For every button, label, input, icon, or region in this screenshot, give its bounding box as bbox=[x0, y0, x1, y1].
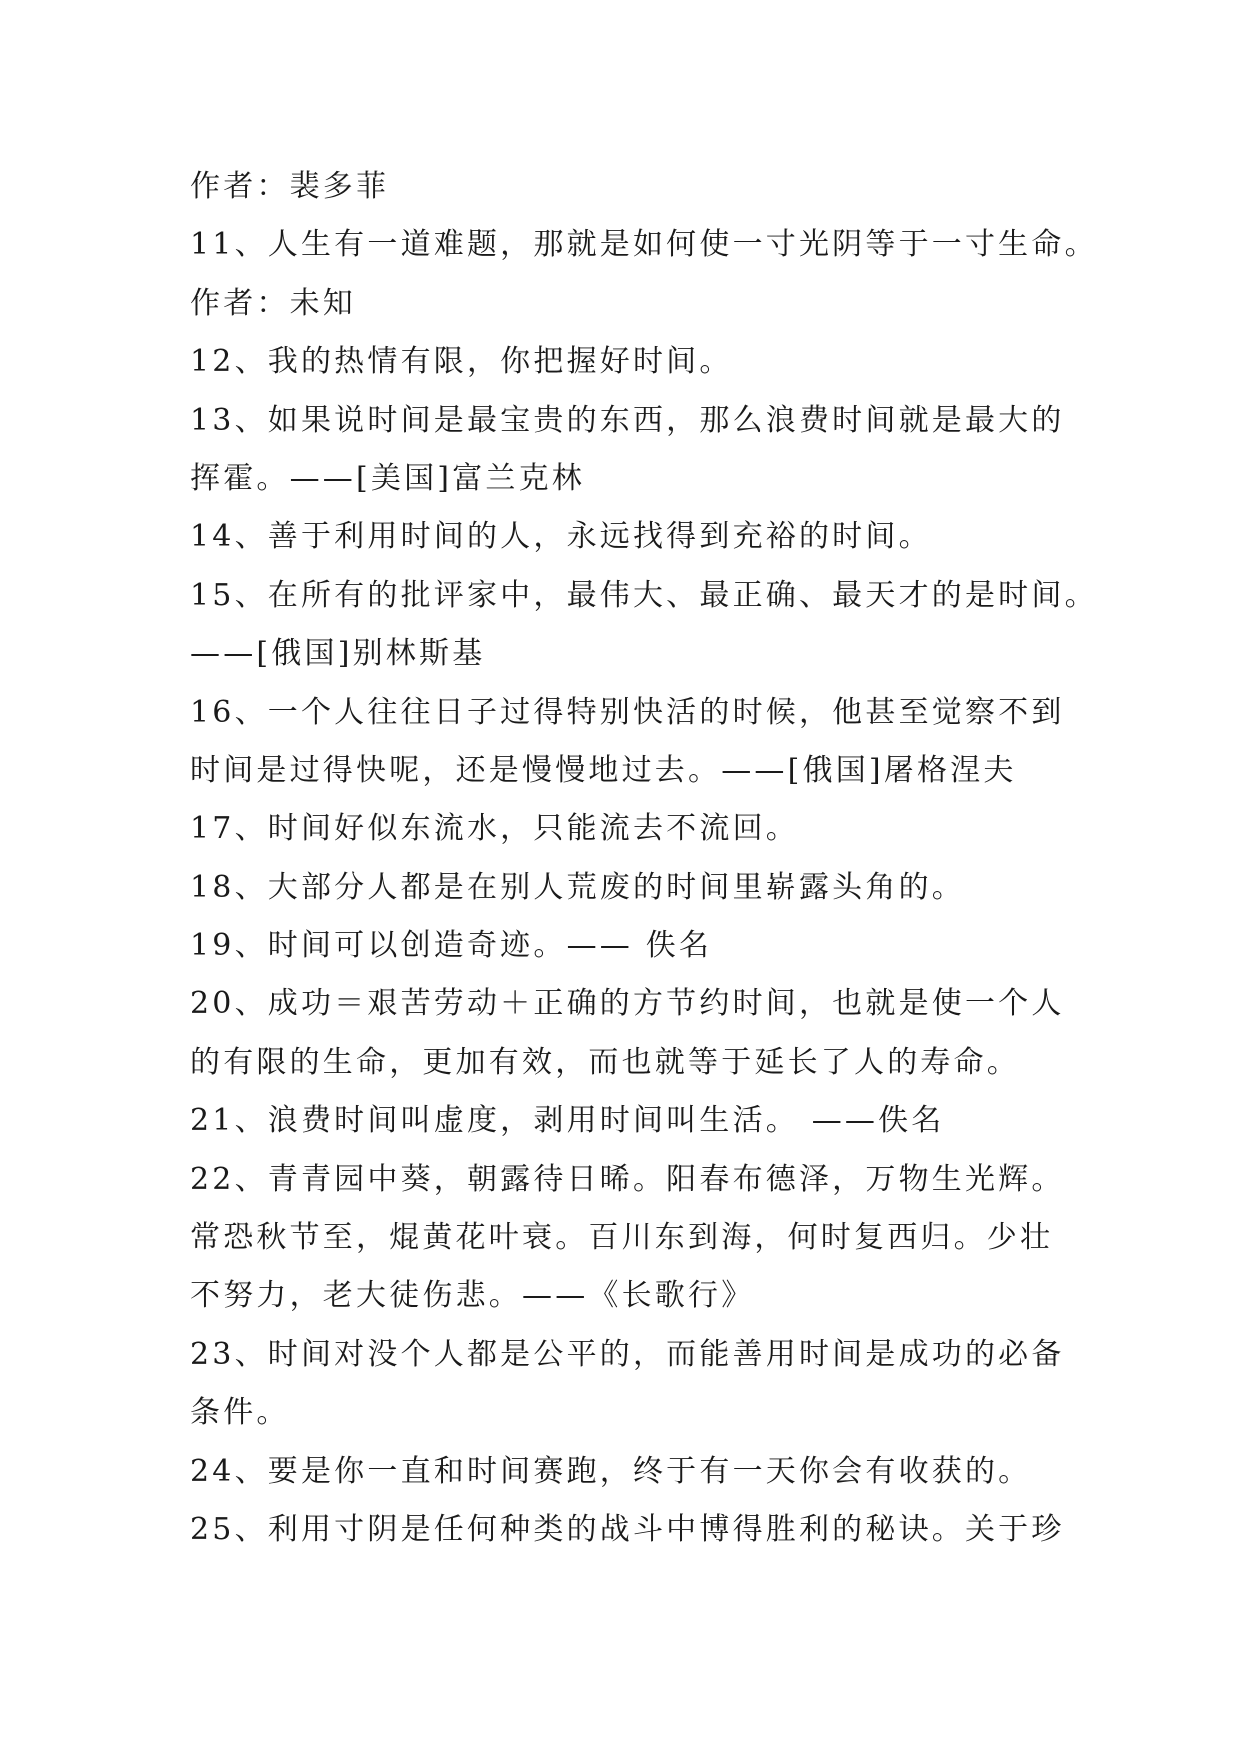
quote-line: 19、时间可以创造奇迹。—— 佚名 bbox=[190, 928, 713, 964]
quote-line: 16、一个人往往日子过得特别快活的时候，他甚至觉察不到 bbox=[190, 694, 1065, 730]
quote-line: 14、善于利用时间的人，永远找得到充裕的时间。 bbox=[190, 519, 932, 555]
quote-line: 20、成功＝艰苦劳动＋正确的方节约时间，也就是使一个人 bbox=[190, 986, 1065, 1022]
author-line: 作者：裴多菲 bbox=[190, 169, 390, 204]
quote-line: 24、要是你一直和时间赛跑，终于有一天你会有收获的。 bbox=[190, 1453, 1032, 1489]
quote-line: 23、时间对没个人都是公平的，而能善用时间是成功的必备 bbox=[190, 1336, 1065, 1372]
quote-text-block bbox=[190, 158, 1098, 1559]
quote-line: 21、浪费时间叫虚度，剥用时间叫生活。 ——佚名 bbox=[190, 1103, 945, 1139]
quote-line: 不努力，老大徒伤悲。——《长歌行》 bbox=[190, 1278, 755, 1314]
quote-line: 11、人生有一道难题，那就是如何使一寸光阴等于一寸生命。 bbox=[190, 227, 1098, 263]
quote-line: 25、利用寸阴是任何种类的战斗中博得胜利的秘诀。关于珍 bbox=[190, 1511, 1065, 1547]
quote-line: 常恐秋节至，焜黄花叶衰。百川东到海，何时复西归。少壮 bbox=[190, 1220, 1054, 1256]
quote-line: 条件。 bbox=[190, 1395, 290, 1431]
quote-line: 22、青青园中葵，朝露待日晞。阳春布德泽，万物生光辉。 bbox=[190, 1161, 1065, 1197]
quote-line: 挥霍。——[美国]富兰克林 bbox=[190, 460, 586, 496]
quote-line: 12、我的热情有限，你把握好时间。 bbox=[190, 344, 733, 380]
quote-line: 13、如果说时间是最宝贵的东西，那么浪费时间就是最大的 bbox=[190, 402, 1065, 438]
quote-line: 17、时间好似东流水，只能流去不流回。 bbox=[190, 811, 799, 847]
quote-line: ——[俄国]别林斯基 bbox=[190, 636, 486, 672]
author-line: 作者：未知 bbox=[190, 285, 356, 321]
quote-line: 时间是过得快呢，还是慢慢地过去。——[俄国]屠格涅夫 bbox=[190, 752, 1017, 788]
quote-line: 15、在所有的批评家中，最伟大、最正确、最天才的是时间。 bbox=[190, 577, 1098, 613]
quote-line: 的有限的生命，更加有效，而也就等于延长了人的寿命。 bbox=[190, 1044, 1020, 1080]
quote-line: 18、大部分人都是在别人荒废的时间里崭露头角的。 bbox=[190, 869, 965, 905]
